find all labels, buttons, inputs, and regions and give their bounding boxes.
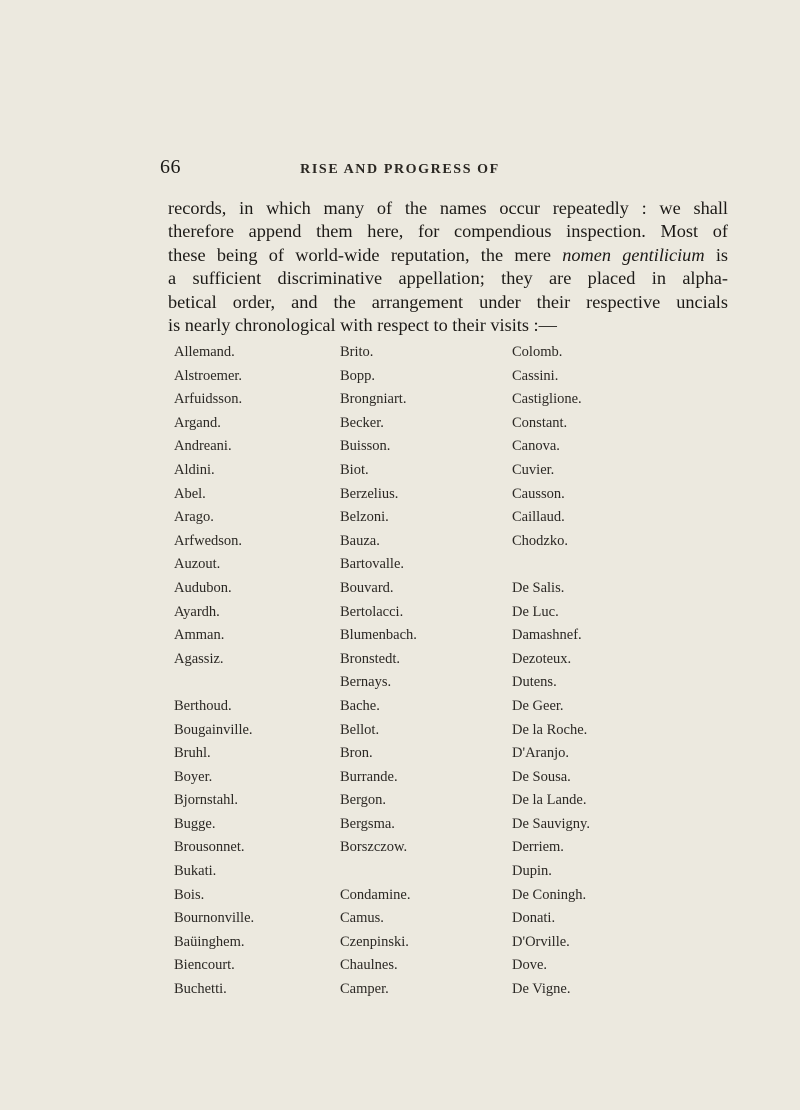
intro-line: therefore append them here, for compendious inspection. Most of [168, 221, 728, 242]
name-entry: Biot. [340, 461, 369, 478]
name-entry [512, 553, 590, 577]
name-entry: Caillaud. [512, 509, 565, 526]
name-entry: Dove. [512, 957, 548, 974]
name-entry: D'Orville. [512, 933, 570, 950]
name-entry: Bartovalle. [340, 556, 405, 573]
name-entry: Dupin. [512, 863, 552, 880]
name-entry: Canova. [512, 438, 560, 455]
name-entry: Burrande. [340, 768, 398, 785]
intro-line [168, 244, 728, 267]
name-entry: Chodzko. [512, 532, 568, 549]
name-entry: Bron. [340, 745, 373, 762]
name-entry: Blumenbach. [340, 627, 417, 644]
name-entry: De la Lande. [512, 792, 587, 809]
name-entry: De Salis. [512, 579, 565, 596]
name-entry: Donati. [512, 910, 556, 927]
name-entry: Camus. [340, 910, 384, 927]
name-entry: Amman. [174, 627, 225, 644]
name-entry: De Luc. [512, 603, 559, 620]
name-entry: De la Roche. [512, 721, 588, 738]
name-entry: Bopp. [340, 367, 376, 384]
name-entry: Dezoteux. [512, 650, 572, 667]
name-entry: Biencourt. [174, 957, 235, 974]
name-entry: De Sousa. [512, 768, 571, 785]
name-entry: Bjornstahl. [174, 792, 239, 809]
names-column-a [174, 341, 254, 1002]
name-entry: Camper. [340, 981, 389, 998]
name-entry: Bronstedt. [340, 650, 401, 667]
name-entry: Causson. [512, 485, 565, 502]
name-entry: De Vigne. [512, 981, 571, 998]
name-entry: Bellot. [340, 721, 380, 738]
name-entry: Chaulnes. [340, 957, 398, 974]
name-entry: Berzelius. [340, 485, 399, 502]
name-entry: Brongniart. [340, 391, 407, 408]
name-entry: Bougainville. [174, 721, 253, 738]
name-entry: De Sauvigny. [512, 815, 590, 832]
name-entry: Colomb. [512, 344, 563, 360]
name-entry: Condamine. [340, 886, 411, 903]
name-entry: De Geer. [512, 697, 564, 714]
name-entry: Damashnef. [512, 627, 582, 644]
name-entry: Cuvier. [512, 461, 555, 478]
name-entry: Derriem. [512, 839, 564, 856]
name-entry: Allemand. [174, 344, 235, 360]
name-entry: Bache. [340, 697, 380, 714]
intro-text: these being of world-wide reputation, the mere [168, 244, 563, 265]
name-entry: Andreani. [174, 438, 232, 455]
name-entry: Bertolacci. [340, 603, 404, 620]
name-entry: Becker. [340, 414, 384, 431]
intro-line: a sufficient discriminative appellation; they are placed in alpha- [168, 268, 728, 289]
name-entry: Bruhl. [174, 745, 211, 762]
name-entry: Agassiz. [174, 650, 224, 667]
name-entry: Dutens. [512, 674, 557, 691]
name-entry: Czenpinski. [340, 933, 409, 950]
name-entry: Audubon. [174, 579, 232, 596]
name-entry [340, 860, 417, 884]
name-entry: Bournonville. [174, 910, 255, 927]
intro-line: is nearly chronological with respect to their visits :— [168, 315, 557, 336]
intro-paragraph [168, 197, 728, 337]
page-number: 66 [160, 156, 181, 178]
intro-text: is [704, 244, 729, 265]
name-entry: Bernays. [340, 674, 392, 691]
name-entry: Arago. [174, 509, 214, 526]
italic-phrase: nomen gentilicium [562, 244, 705, 265]
name-entry: Castiglione. [512, 391, 582, 408]
name-entry: Buchetti. [174, 981, 227, 998]
name-entry: Arfuidsson. [174, 391, 243, 408]
name-entry: Baüinghem. [174, 933, 245, 950]
name-entry: Abel. [174, 485, 206, 502]
name-entry: Cassini. [512, 367, 559, 384]
names-column-c [512, 341, 590, 1002]
names-column-b [340, 341, 417, 1002]
name-entry [174, 671, 254, 695]
name-entry: Borszczow. [340, 839, 408, 856]
name-entry: Brito. [340, 344, 374, 360]
name-entry: Brousonnet. [174, 839, 245, 856]
name-entry: Aldini. [174, 461, 215, 478]
name-entry: Ayardh. [174, 603, 220, 620]
name-entry: De Coningh. [512, 886, 587, 903]
name-entry: Bugge. [174, 815, 216, 832]
name-entry: Bukati. [174, 863, 217, 880]
name-entry: Belzoni. [340, 509, 389, 526]
name-entry: D'Aranjo. [512, 745, 569, 762]
name-entry: Auzout. [174, 556, 221, 573]
name-entry: Bauza. [340, 532, 380, 549]
name-entry: Bois. [174, 886, 205, 903]
name-entry: Buisson. [340, 438, 391, 455]
name-entry: Bergsma. [340, 815, 395, 832]
intro-line: betical order, and the arrangement under their respective uncials [168, 291, 728, 312]
name-entry: Argand. [174, 414, 221, 431]
intro-line: records, in which many of the names occur repeatedly : we shall [168, 198, 728, 218]
name-entry: Berthoud. [174, 697, 232, 714]
name-entry: Bergon. [340, 792, 387, 809]
name-entry: Arfwedson. [174, 532, 243, 549]
running-head: RISE AND PROGRESS OF [300, 162, 500, 177]
name-entry: Alstroemer. [174, 367, 243, 384]
name-entry: Constant. [512, 414, 568, 431]
name-entry: Boyer. [174, 768, 213, 785]
name-entry: Bouvard. [340, 579, 394, 596]
